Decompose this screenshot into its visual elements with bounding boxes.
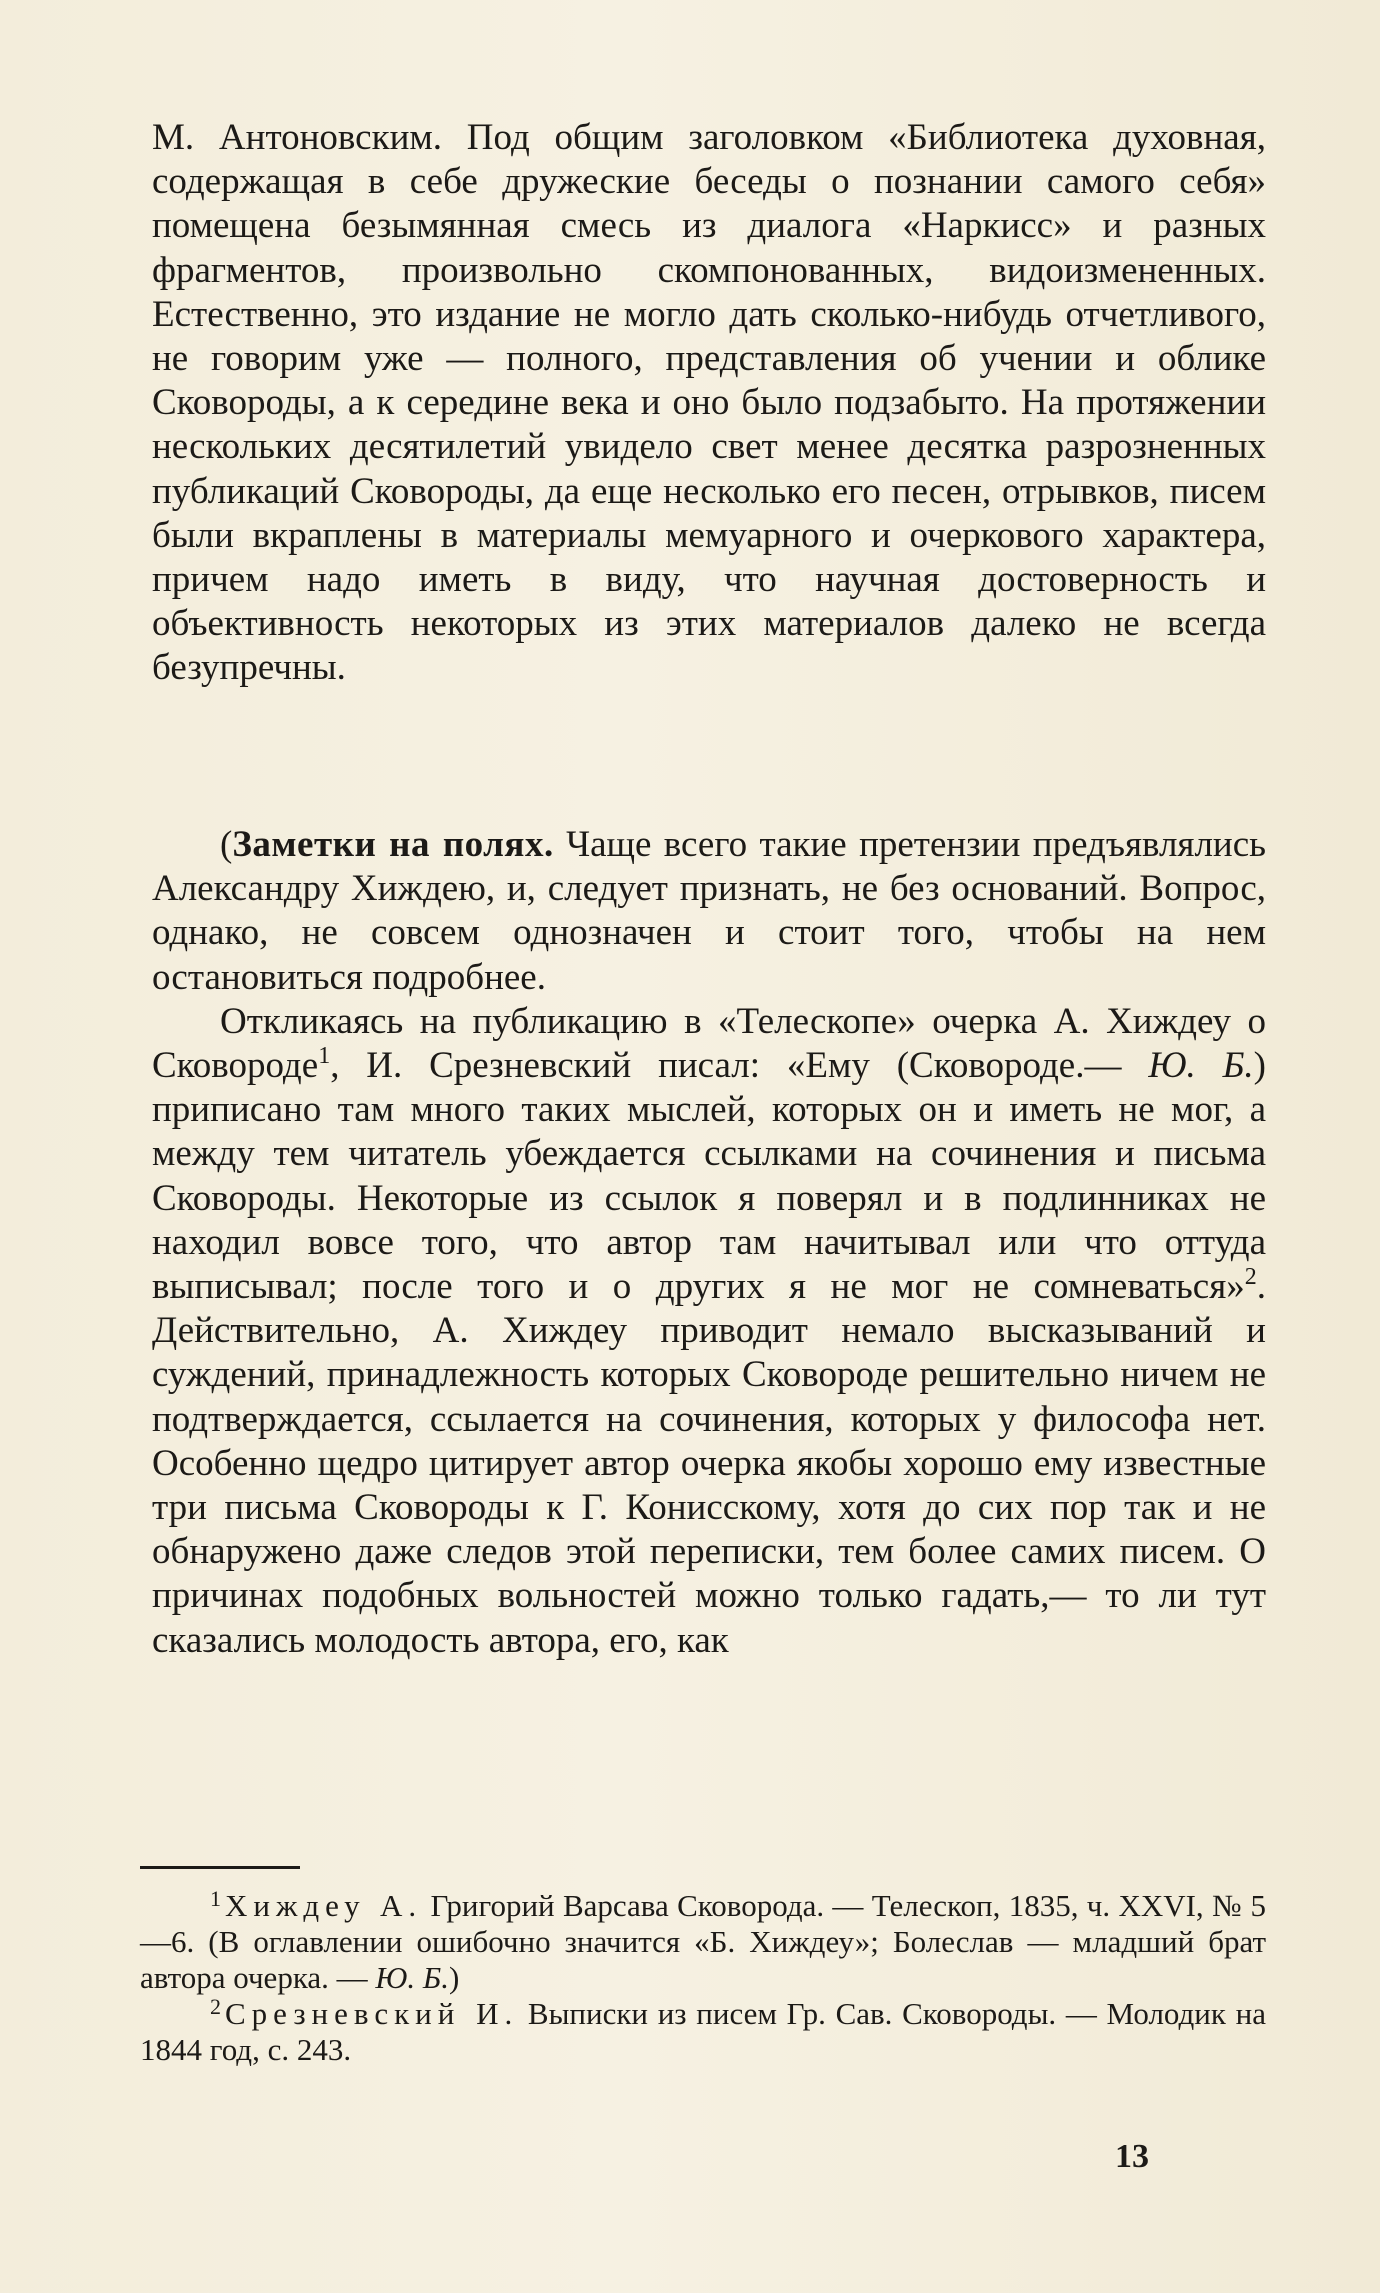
margin-note-paragraph — [152, 823, 1266, 1000]
footnote-2-number: 2 — [210, 1994, 221, 2019]
text-block-main — [152, 823, 1266, 1663]
footnote-1-text: Григорий Варсава Сковорода. — Телескоп, 1835, ч. XXVI, № 5—6. (В оглавлении ошибочно значится «Б. Хиждеу»; Болеслав — младший брат автора очерка. — — [140, 1888, 1266, 1995]
footnote-ref-2[interactable]: 2 — [1244, 1264, 1257, 1291]
footnotes — [140, 1888, 1266, 2068]
editor-initials: Ю. Б. — [1148, 1045, 1254, 1087]
margin-note-heading: Заметки на полях. — [232, 824, 554, 865]
main-paragraph-part2: , И. Срезневский писал: «Ему (Сковороде.— — [330, 1045, 1149, 1087]
paragraph-continuation: М. Антоновским. Под общим заголовком «Библиотека духовная, содержащая в себе дружеские беседы о познании самого себя» помещена безымянная смесь из диалога «Наркисс» и разных фрагментов, произвольно скомпонованных, видоизмененных. Естественно, это издание не могло дать сколько-нибудь отчетливого, не говорим уже — полного, представления об учении и облике Сковороды, а к середине века и оно было подзабыто. На протяжении нескольких десятилетий увидело свет менее десятка разрозненных публикаций Сковороды, да еще несколько его песен, отрывков, писем были вкраплены в материалы мемуарного и очеркового характера, причем надо иметь в виду, что научная достоверность и объективность некоторых из этих материалов далеко не всегда безупречны. — [152, 117, 1266, 689]
footnote-2-text: Выписки из писем Гр. Сав. Сковороды. — Молодик на 1844 год, с. 243. — [140, 1996, 1266, 2067]
main-paragraph-part1: Откликаясь на публикацию в «Телескопе» очерка А. Хиждеу о Сковороде — [152, 1000, 1266, 1087]
margin-note-text: Чаще всего такие претензии предъявлялись Александру Хиждею, и, следует признать, не без оснований. Вопрос, однако, не совсем однозначен и стоит того, чтобы на нем остановиться подробнее. — [152, 824, 1266, 998]
footnote-2-author: Срезневский И. — [225, 1996, 519, 2031]
main-paragraph — [152, 1000, 1266, 1663]
margin-note-bracket: ( — [220, 824, 233, 865]
footnote-2 — [140, 1996, 1266, 2068]
main-paragraph-part3: ) приписано там много таких мыслей, которых он и иметь не мог, а между тем читатель убеждается ссылками на сочинения и письма Сковороды. Некоторые из ссылок я поверял и в подлинниках не находил вовсе того, что автор там начитывал или что оттуда выписывал; после того и о других я не мог не сомневаться» — [152, 1045, 1266, 1308]
footnote-1-close: ) — [448, 1960, 460, 1995]
footnote-divider — [140, 1866, 300, 1869]
footnote-1-author: Хиждеу А. — [225, 1888, 423, 1923]
page-number: 13 — [1115, 2138, 1149, 2175]
footnote-1-initials: Ю. Б. — [375, 1960, 449, 1995]
footnote-1-number: 1 — [210, 1886, 221, 1911]
main-paragraph-part4: . Действительно, А. Хиждеу приводит немало высказываний и суждений, принадлежность которых Сковороде решительно ничем не подтверждается, ссылается на сочинения, которых у философа нет. Особенно щедро цитирует автор очерка якобы хорошо ему известные три письма Сковороды к Г. Конисскому, хотя до сих пор так и не обнаружено даже следов этой переписки, тем более самих писем. О причинах подобных вольностей можно только гадать,— то ли тут сказались молодость автора, его, как — [152, 1266, 1266, 1661]
footnote-ref-1[interactable]: 1 — [318, 1043, 331, 1070]
text-block-top — [152, 116, 1266, 691]
footnote-1 — [140, 1888, 1266, 1996]
